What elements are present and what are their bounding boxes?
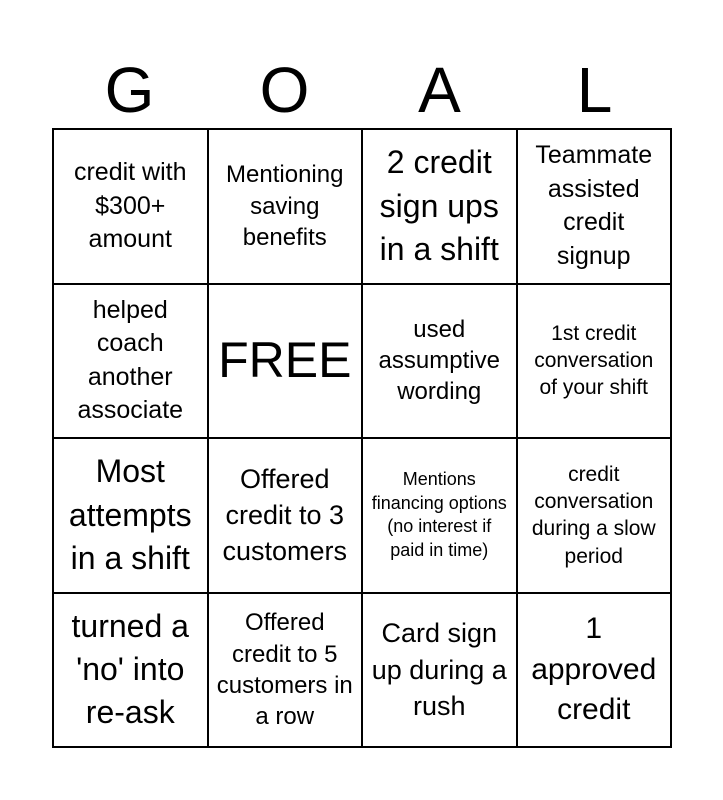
bingo-cell[interactable]: helped coach another associate xyxy=(53,284,208,439)
bingo-board xyxy=(52,128,672,748)
bingo-cell[interactable]: credit with $300+ amount xyxy=(53,129,208,284)
bingo-cell[interactable]: Most attempts in a shift xyxy=(53,438,208,593)
free-space[interactable]: FREE xyxy=(208,284,363,439)
bingo-cell[interactable]: 1st credit conversation of your shift xyxy=(517,284,672,439)
bingo-header xyxy=(52,52,672,128)
bingo-cell[interactable]: Mentions financing options (no interest if paid in time) xyxy=(362,438,517,593)
bingo-cell[interactable]: turned a 'no' into re-ask xyxy=(53,593,208,748)
bingo-cell[interactable]: 1 approved credit xyxy=(517,593,672,748)
bingo-cell[interactable]: credit conversation during a slow period xyxy=(517,438,672,593)
bingo-cell[interactable]: Card sign up during a rush xyxy=(362,593,517,748)
bingo-cell[interactable]: Offered credit to 5 customers in a row xyxy=(208,593,363,748)
bingo-cell[interactable]: used assumptive wording xyxy=(362,284,517,439)
bingo-cell[interactable]: 2 credit sign ups in a shift xyxy=(362,129,517,284)
bingo-cell[interactable]: Offered credit to 3 customers xyxy=(208,438,363,593)
header-letter-g: G xyxy=(104,54,155,126)
header-letter-a: A xyxy=(418,54,461,126)
header-letter-l: L xyxy=(576,54,613,126)
bingo-cell[interactable]: Teammate assisted credit signup xyxy=(517,129,672,284)
header-letter-o: O xyxy=(259,54,310,126)
bingo-cell[interactable]: Mentioning saving benefits xyxy=(208,129,363,284)
